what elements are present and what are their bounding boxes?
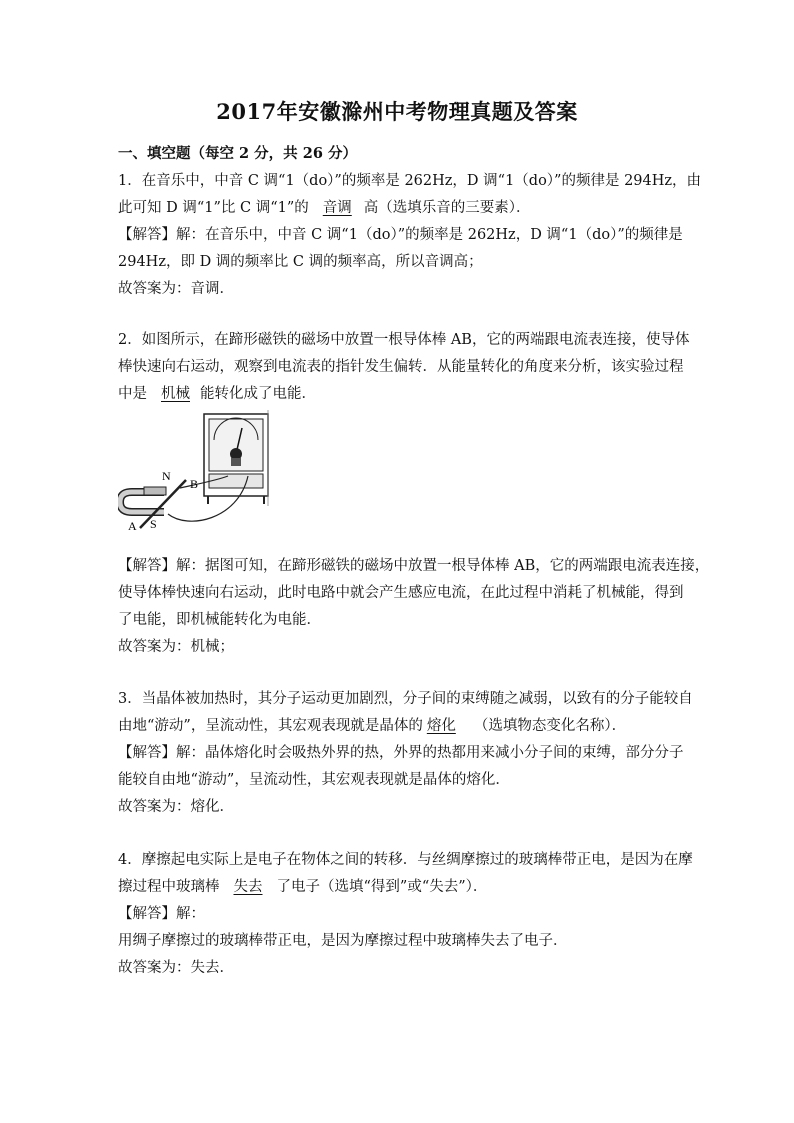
q2-explanation-2: 使导体棒快速向右运动，此时电路中就会产生感应电流，在此过程中消耗了机械能，得到 <box>118 585 684 601</box>
q4-text-after: 了电子（选填“得到”或“失去”）． <box>276 879 488 895</box>
q1-answer-blank: 音调 <box>322 200 352 216</box>
galvanometer-icon <box>204 410 268 506</box>
q3-text-after: （选填物态变化名称）． <box>473 718 627 734</box>
label-s: S <box>150 517 157 531</box>
q4-explanation-1: 用绸子摩擦过的玻璃棒带正电，是因为摩擦过程中玻璃棒失去了电子． <box>118 933 568 949</box>
label-b: B <box>190 477 199 491</box>
q1-explanation-1: 【解答】解：在音乐中，中音 C 调“1（do）”的频率是 262Hz，D 调“1（do）”的频律是 <box>118 227 683 243</box>
q2-text-after: 能转化成了电能． <box>200 386 316 402</box>
q2-text-before: 中是 <box>118 386 147 402</box>
q4-final-answer: 故答案为：失去． <box>118 960 234 976</box>
q3-answer-blank: 熔化 <box>426 718 456 734</box>
q4-line1: 4．摩擦起电实际上是电子在物体之间的转移．与丝绸摩擦过的玻璃棒带正电，是因为在摩 <box>118 852 693 868</box>
q3-line1: 3．当晶体被加热时，其分子运动更加剧烈，分子间的束缚随之减弱，以致有的分子能较自 <box>118 691 693 707</box>
q4-explanation-head: 【解答】解： <box>118 906 205 922</box>
q1-explanation-2: 294Hz，即 D 调的频率比 C 调的频率高，所以音调高； <box>118 254 483 270</box>
q2-explanation-3: 了电能，即机械能转化为电能． <box>118 612 321 628</box>
q4-line2 <box>118 877 698 897</box>
q3-explanation-1: 【解答】解：晶体熔化时会吸热外界的热，外界的热都用来减小分子间的束缚，部分分子 <box>118 745 684 761</box>
q2-final-answer: 故答案为：机械； <box>118 639 234 655</box>
section-header: 一、填空题（每空 2 分，共 26 分） <box>118 145 357 162</box>
q1-final-answer: 故答案为：音调． <box>118 281 234 297</box>
label-n: N <box>162 469 171 483</box>
q1-line1: 1．在音乐中，中音 C 调“1（do）”的频率是 262Hz，D 调“1（do）”的频律是 294Hz，由 <box>118 173 702 189</box>
q3-final-answer: 故答案为：熔化． <box>118 799 234 815</box>
q2-line3 <box>118 384 698 404</box>
label-a: A <box>128 519 137 533</box>
page-title: 2017年安徽滁州中考物理真题及答案 <box>216 99 578 124</box>
q1-text-after: 高（选填乐音的三要素）． <box>363 200 531 216</box>
q2-line1: 2．如图所示，在蹄形磁铁的磁场中放置一根导体棒 AB，它的两端跟电流表连接，使导体 <box>118 332 690 348</box>
q3-line2 <box>118 716 698 736</box>
q1-line2 <box>118 198 698 218</box>
q1-text-before: 此可知 D 调“1”比 C 调“1”的 <box>118 200 309 216</box>
q4-answer-blank: 失去 <box>233 879 263 895</box>
q4-text-before: 擦过程中玻璃棒 <box>118 879 220 895</box>
q2-line2: 棒快速向右运动，观察到电流表的指针发生偏转．从能量转化的角度来分析，该实验过程 <box>118 359 684 375</box>
q3-text-before: 由地“游动”，呈流动性，其宏观表现就是晶体的 <box>118 718 423 734</box>
q2-answer-blank: 机械 <box>161 386 190 402</box>
q2-explanation-1: 【解答】解：据图可知，在蹄形磁铁的磁场中放置一根导体棒 AB，它的两端跟电流表连接， <box>118 558 710 574</box>
q3-explanation-2: 能较自由地“游动”，呈流动性，其宏观表现就是晶体的熔化． <box>118 772 510 788</box>
induction-experiment-figure <box>118 410 278 550</box>
